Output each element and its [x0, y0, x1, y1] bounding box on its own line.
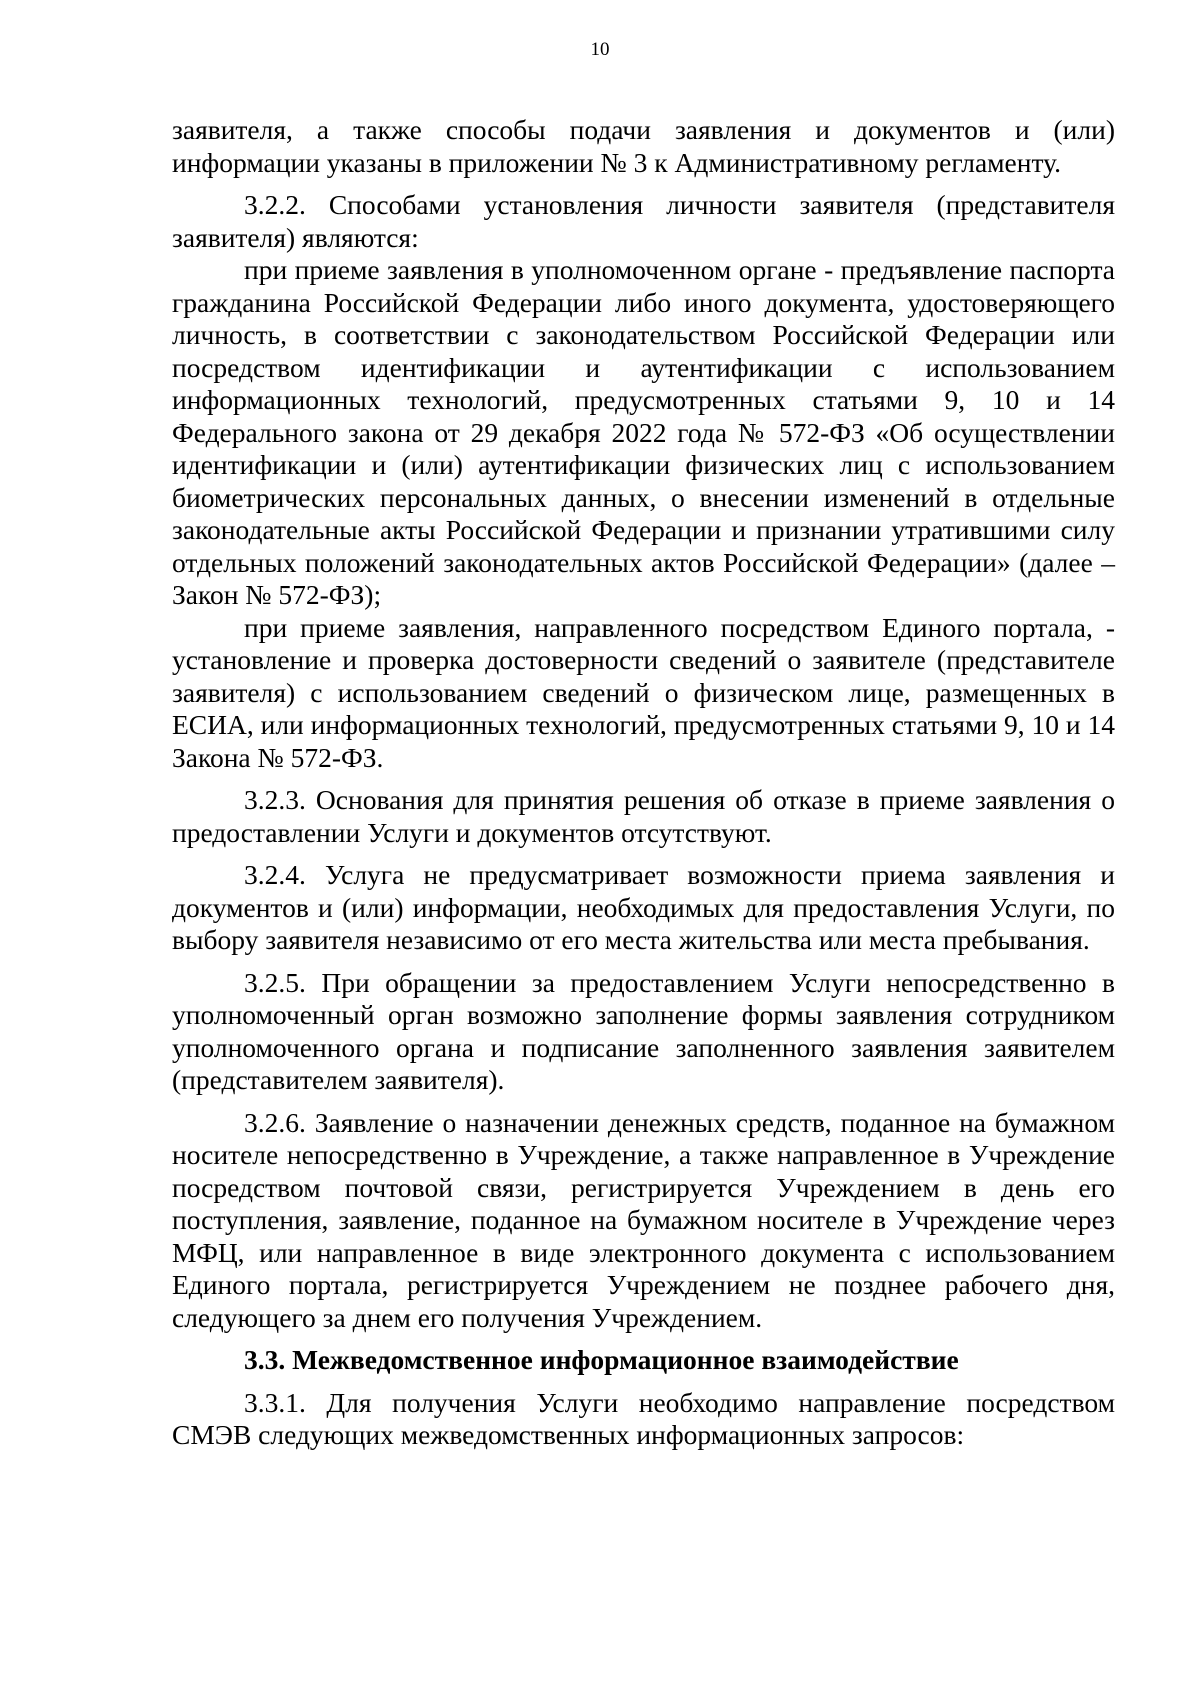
paragraph-3-3-1: 3.3.1. Для получения Услуги необходимо направление посредством СМЭВ следующих межведомственных информационных запросов:	[172, 1386, 1115, 1450]
paragraph-continuation: заявителя, а также способы подачи заявления и документов и (или) информации указаны в приложении № 3 к Административному регламенту.	[172, 114, 1115, 178]
paragraph-3-2-6: 3.2.6. Заявление о назначении денежных средств, поданное на бумажном носителе непосредственно в Учреждение, а также направленное в Учреждение посредством почтовой связи, регистрируется Учреждением в день его поступления, заявление, поданное на бумажном носителе в Учреждение через МФЦ, или направленное в виде электронного документа с использованием Единого портала, регистрируется Учреждением не позднее рабочего дня, следующего за днем его получения Учреждением.	[172, 1106, 1115, 1333]
paragraph-3-2-3: 3.2.3. Основания для принятия решения об отказе в приеме заявления о предоставлении Услуги и документов отсутствуют.	[172, 784, 1115, 848]
paragraph-identity-in-person: при приеме заявления в уполномоченном органе - предъявление паспорта гражданина Российской Федерации либо иного документа, удостоверяющего личность, в соответствии с законодательством Российской Федерации или посредством идентификации и аутентификации с использованием информационных технологий, предусмотренных статьями 9, 10 и 14 Федерального закона от 29 декабря 2022 года № 572-ФЗ «Об осуществлении идентификации и (или) аутентификации физических лиц с использованием биометрических персональных данных, о внесении изменений в отдельные законодательные акты Российской Федерации и признании утратившими силу отдельных положений законодательных актов Российской Федерации» (далее – Закон № 572-ФЗ);	[172, 254, 1115, 610]
paragraph-3-2-4: 3.2.4. Услуга не предусматривает возможности приема заявления и документов и (или) информации, необходимых для предоставления Услуги, по выбору заявителя независимо от его места жительства или места пребывания.	[172, 859, 1115, 955]
document-body	[172, 114, 1115, 1452]
page-number: 10	[590, 39, 610, 60]
paragraph-3-2-5: 3.2.5. При обращении за предоставлением Услуги непосредственно в уполномоченный орган возможно заполнение формы заявления сотрудником уполномоченного органа и подписание заполненного заявления заявителем (представителем заявителя).	[172, 966, 1115, 1095]
section-heading-3-3: 3.3. Межведомственное информационное взаимодействие	[244, 1344, 959, 1375]
paragraph-3-2-2: 3.2.2. Способами установления личности заявителя (представителя заявителя) являются:	[172, 189, 1115, 253]
paragraph-identity-portal: при приеме заявления, направленного посредством Единого портала, - установление и проверка достоверности сведений о заявителе (представителе заявителя) с использованием сведений о физическом лице, размещенных в ЕСИА, или информационных технологий, предусмотренных статьями 9, 10 и 14 Закона № 572-ФЗ.	[172, 611, 1115, 773]
